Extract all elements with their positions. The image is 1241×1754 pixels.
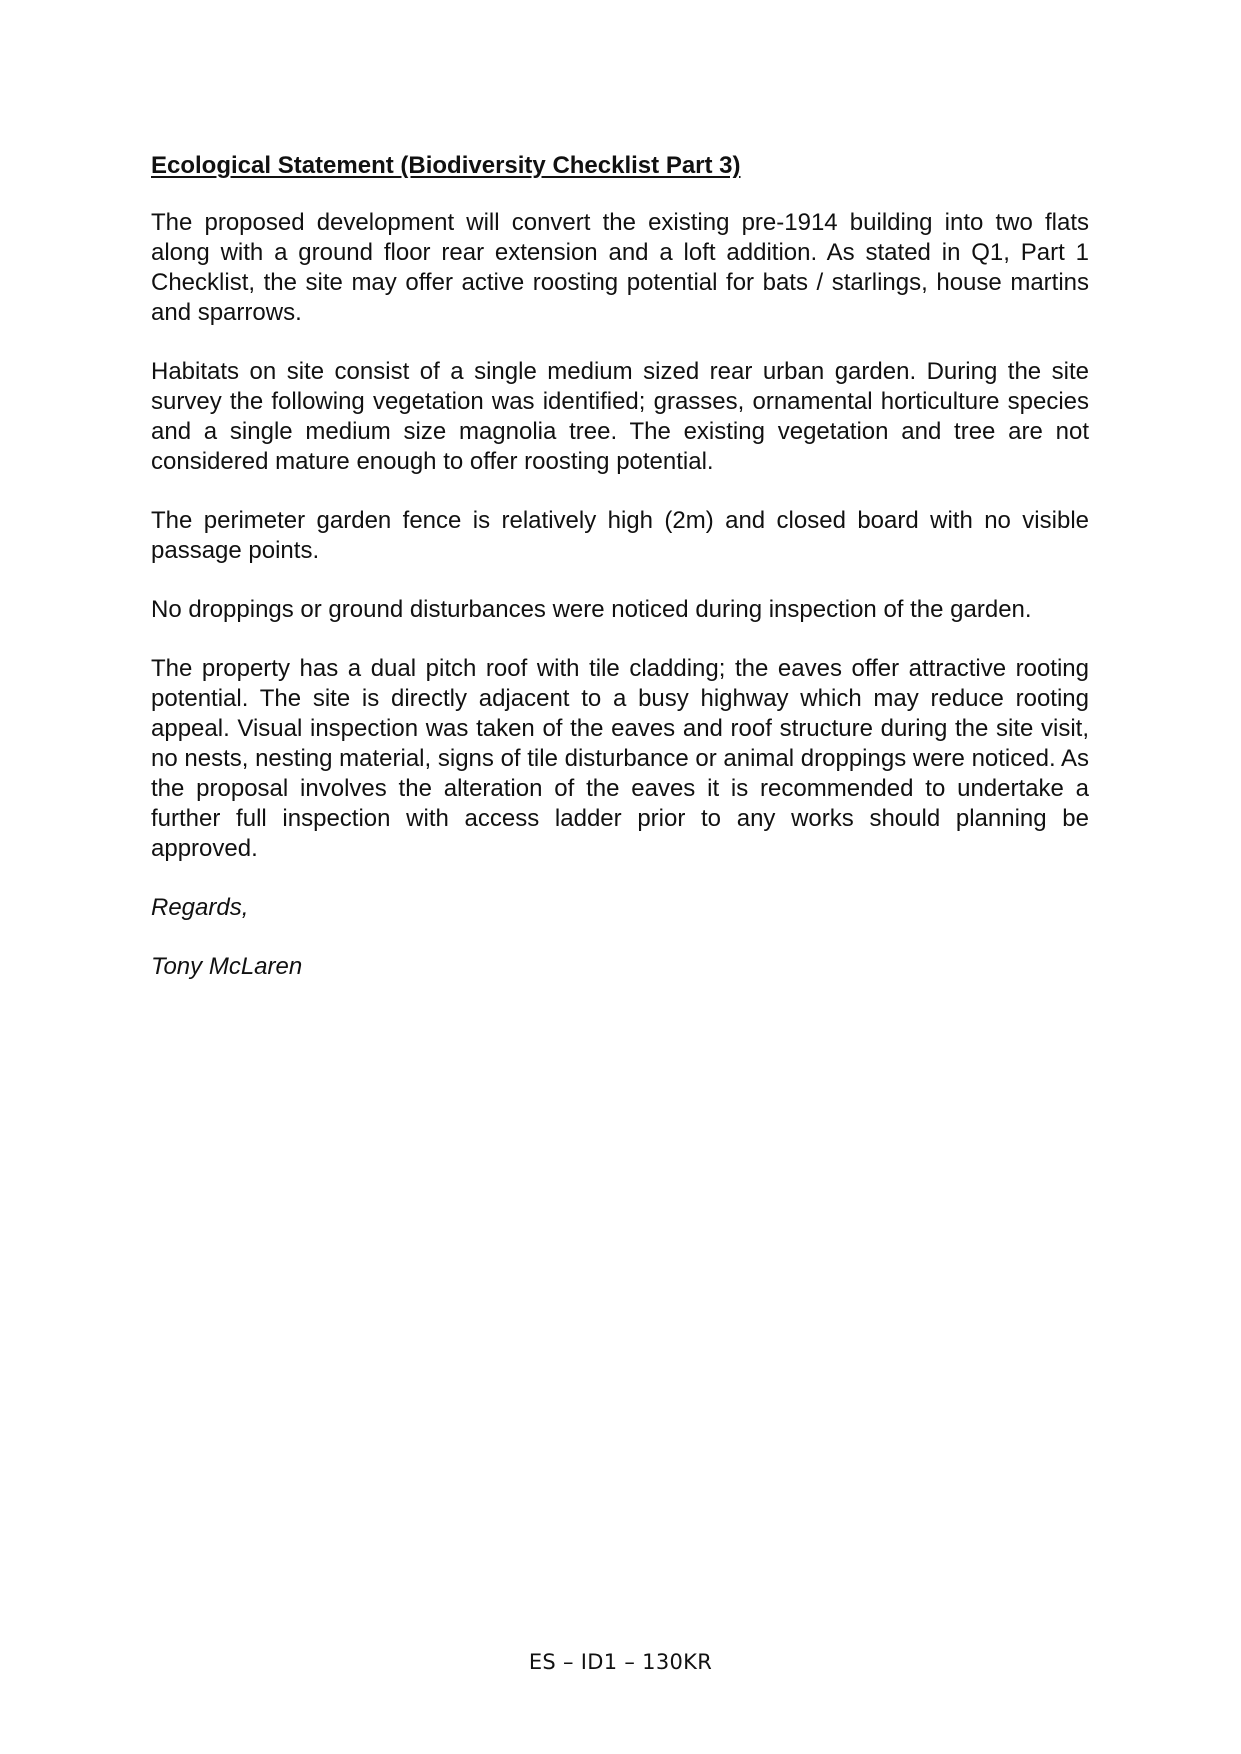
signature-name: Tony McLaren [151,953,303,980]
paragraph-perimeter-fence: The perimeter garden fence is relatively high (2m) and closed board with no visible passage points. [151,507,1089,564]
paragraph-roof-inspection: The property has a dual pitch roof with tile cladding; the eaves offer attractive rooting potential. The site is directly adjacent to a busy highway which may reduce rooting appeal. Visual inspection was taken of the eaves and roof structure during the site visit, no nests, nesting material, signs of tile disturbance or animal droppings were noticed. As the proposal involves the alteration of the eaves it is recommended to undertake a further full inspection with access ladder prior to any works should planning be approved. [151,655,1089,862]
document-title: Ecological Statement (Biodiversity Checklist Part 3) [151,152,741,179]
paragraph-habitats: Habitats on site consist of a single medium sized rear urban garden. During the site survey the following vegetation was identified; grasses, ornamental horticulture species and a single medium size magnolia tree. The existing vegetation and tree are not considered mature enough to offer roosting potential. [151,358,1089,475]
document-body [151,150,1089,1011]
paragraph-development-overview: The proposed development will convert the existing pre-1914 building into two flats along with a ground floor rear extension and a loft addition. As stated in Q1, Part 1 Checklist, the site may offer active roosting potential for bats / starlings, house martins and sparrows. [151,209,1089,326]
paragraph-droppings: No droppings or ground disturbances were noticed during inspection of the garden. [151,596,1032,623]
closing-salutation: Regards, [151,894,249,921]
page-footer-reference: ES – ID1 – 130KR [528,1650,713,1674]
